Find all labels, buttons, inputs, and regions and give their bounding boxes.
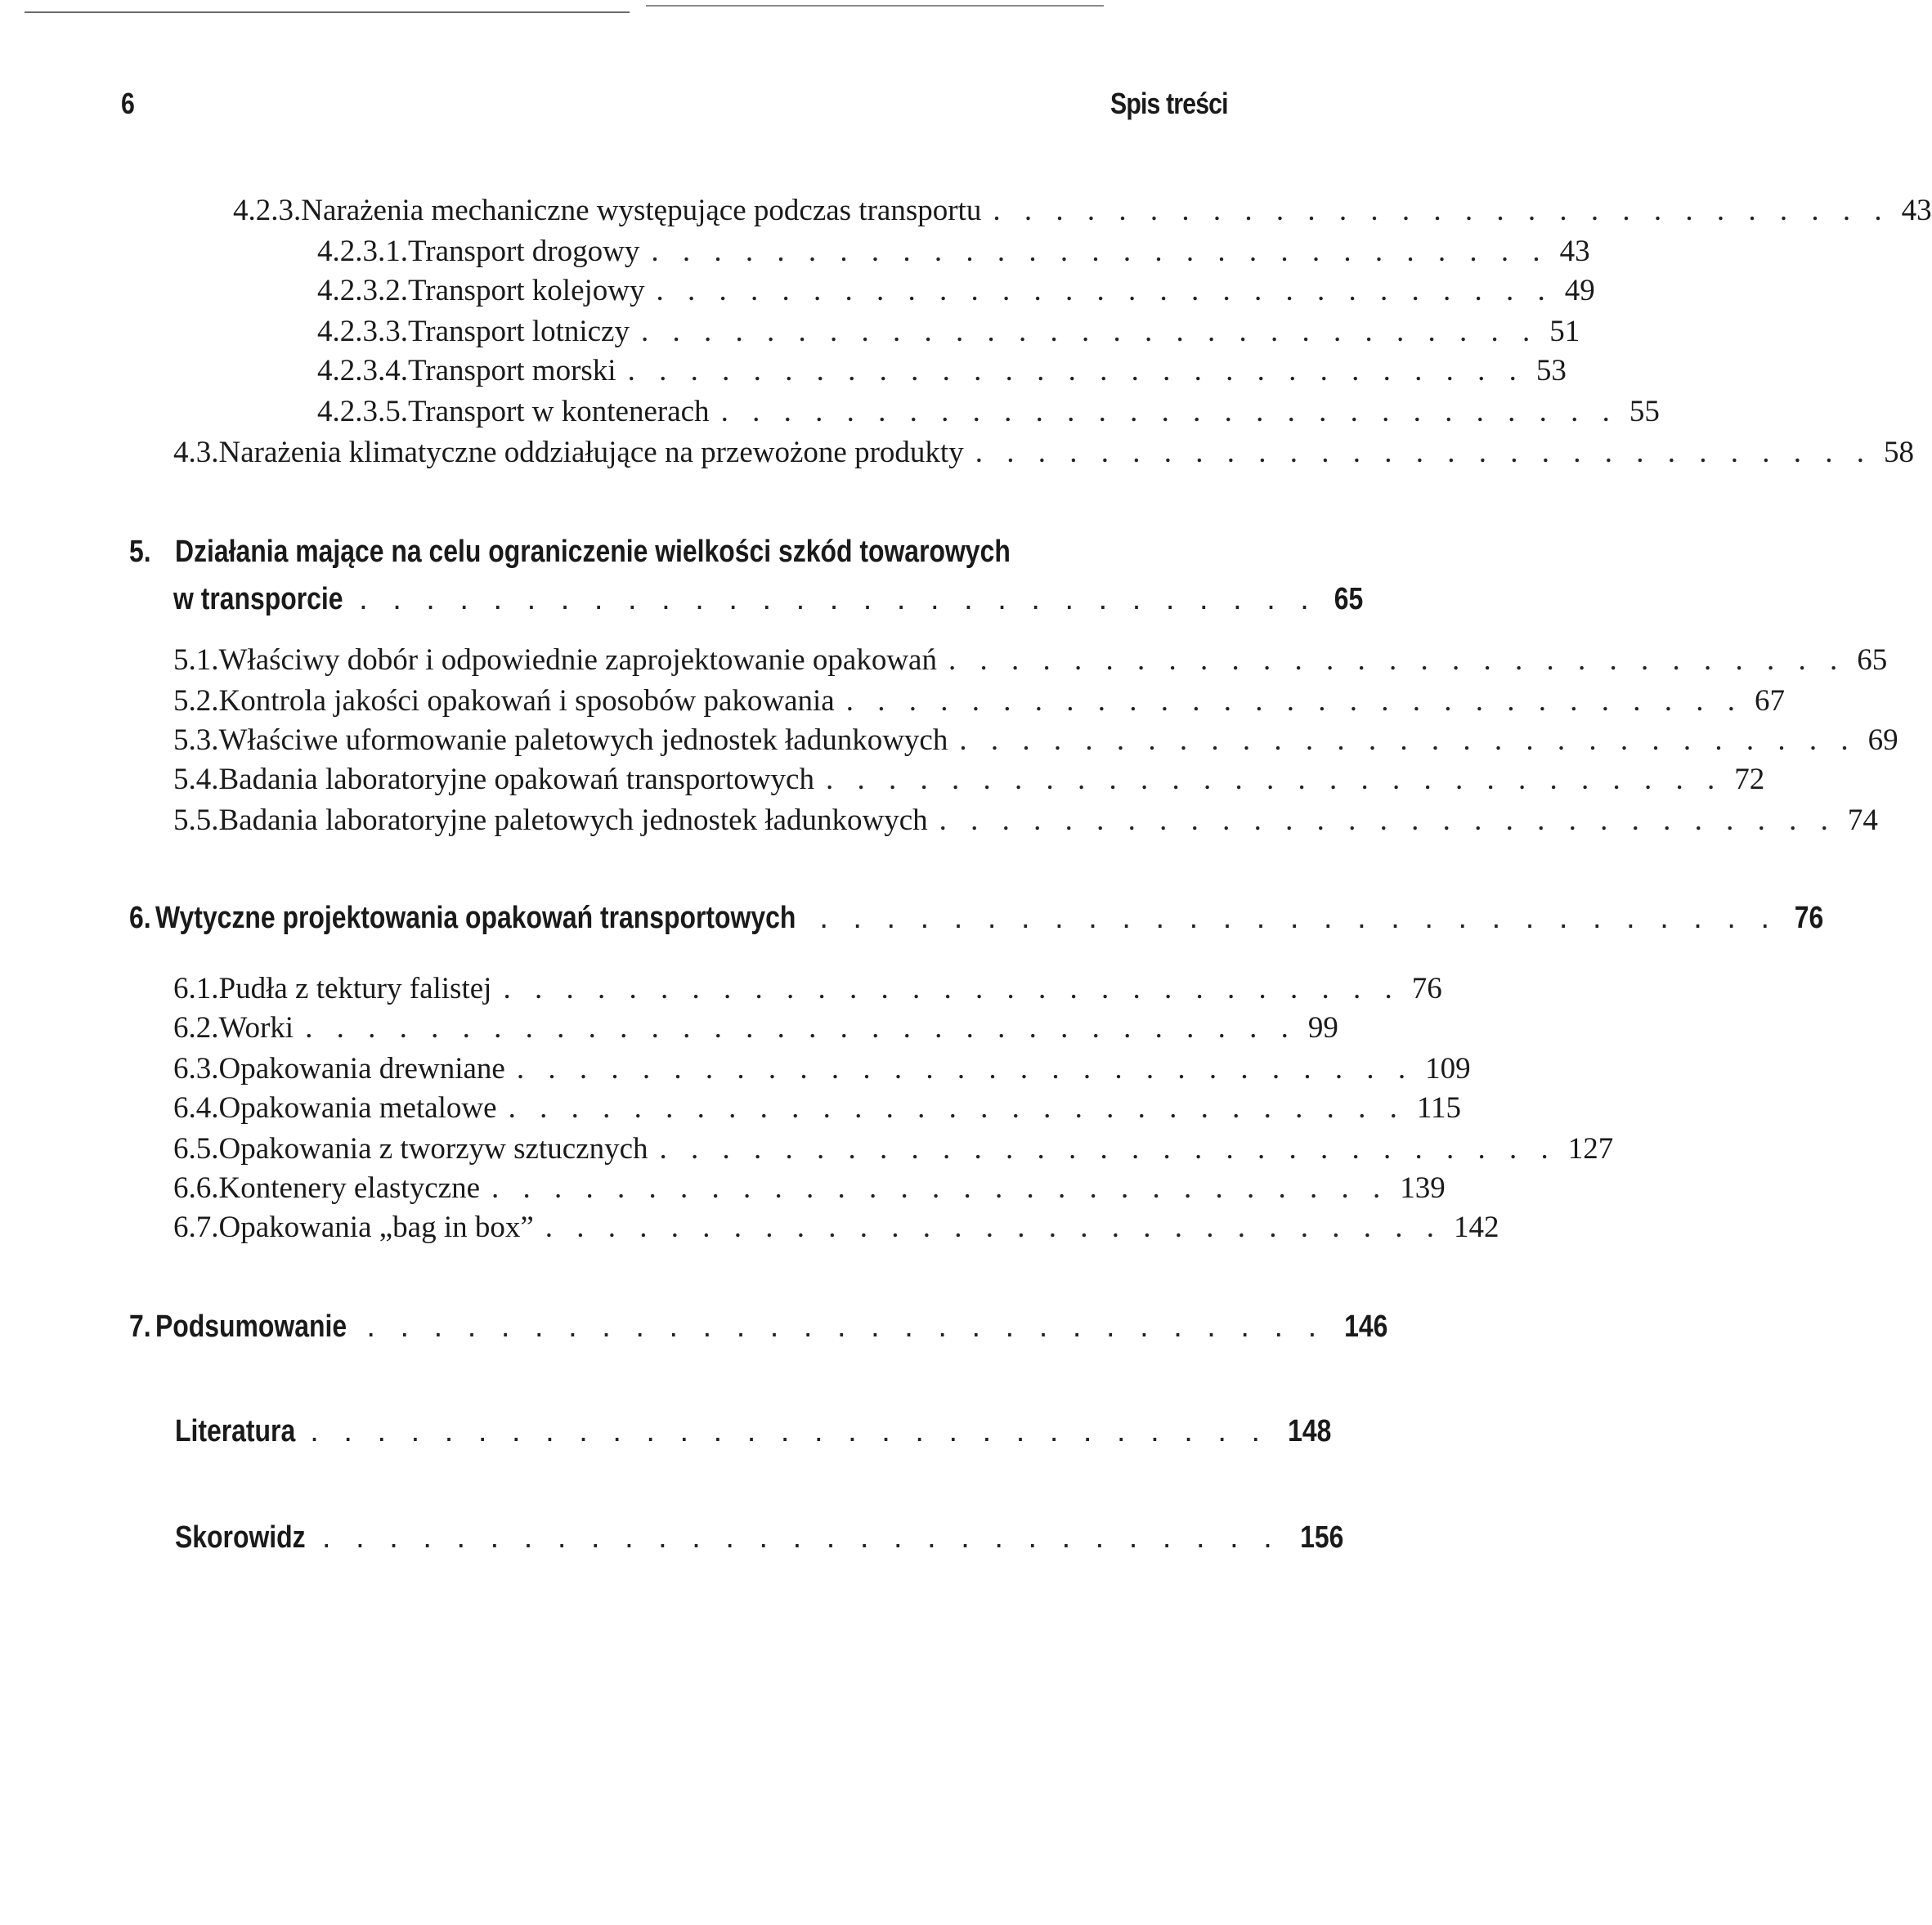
leader-dots: . . . . . . . . . . . . . . . . . . . . . . . . . . . . . xyxy=(825,763,1724,796)
chapter-6-heading[interactable] xyxy=(129,901,1824,936)
entry-title: Opakowania „bag in box” xyxy=(218,1211,534,1244)
toc-entry-6-1[interactable] xyxy=(173,971,1442,1006)
chapter-5-heading-line2[interactable] xyxy=(173,582,1364,617)
entry-title: Właściwy dobór i odpowiednie zaprojektowanie opakowań xyxy=(218,643,937,677)
entry-title: Kontrola jakości opakowań i sposobów pakowania xyxy=(218,684,835,718)
toc-entry-6-2[interactable] xyxy=(173,1010,1338,1045)
toc-entry-4-2-3-2[interactable] xyxy=(317,273,1595,308)
literatura-heading[interactable] xyxy=(175,1414,1332,1449)
entry-number: 6.4. xyxy=(173,1091,219,1125)
entry-title: Narażenia klimatyczne oddziałujące na przewożone produkty xyxy=(218,436,964,469)
entry-number: 6.2. xyxy=(173,1011,219,1045)
entry-page: 109 xyxy=(1425,1052,1471,1086)
section-title: Skorowidz xyxy=(175,1520,306,1555)
leader-dots: . . . . . . . . . . . . . . . . . . . . . . . . . . . . . xyxy=(545,1211,1443,1244)
entry-title: Badania laboratoryjne opakowań transportowych xyxy=(218,763,814,796)
entry-title: Transport kolejowy xyxy=(408,274,645,307)
entry-title: Worki xyxy=(218,1011,294,1045)
leader-dots: . . . . . . . . . . . . . . . . . . . . . . . . . . . . . xyxy=(939,804,1836,837)
entry-number: 5.5. xyxy=(173,804,219,837)
leader-dots: . . . . . . . . . . . . . . . . . . . . . . . . . . . . . xyxy=(366,1309,1325,1344)
toc-entry-5-5[interactable] xyxy=(173,803,1878,838)
toc-entry-4-3[interactable] xyxy=(173,435,1914,470)
entry-number: 4.3. xyxy=(173,436,219,469)
entry-title: Opakowania drewniane xyxy=(218,1052,505,1086)
entry-number: 4.2.3.5. xyxy=(317,395,408,428)
chapter-page-text: 146 xyxy=(1344,1309,1388,1344)
chapter-page xyxy=(1789,901,1823,936)
entry-page: 53 xyxy=(1535,354,1567,387)
entry-number: 5.2. xyxy=(173,684,219,718)
leader-dots: . . . . . . . . . . . . . . . . . . . . . . . . . . . . . xyxy=(656,274,1553,307)
toc-entry-5-1[interactable] xyxy=(173,642,1888,678)
entry-number: 4.2.3.4. xyxy=(317,354,408,387)
entry-number: 6.5. xyxy=(173,1132,219,1166)
leader-dots: . . . . . . . . . . . . . . . . . . . . . . . . . . . . . . . . xyxy=(305,1011,1297,1045)
leader-dots: . . . . . . . . . . . . . . . . . . . . . . . . . . . . . xyxy=(627,354,1525,387)
chapter-title-continued xyxy=(173,582,375,617)
entry-page: 55 xyxy=(1629,395,1660,428)
entry-number: 5.1. xyxy=(173,643,219,677)
chapter-5-heading-line1[interactable] xyxy=(129,535,1169,570)
entry-page: 127 xyxy=(1567,1132,1614,1166)
skorowidz-heading[interactable] xyxy=(175,1520,1344,1556)
entry-page: 139 xyxy=(1400,1171,1446,1205)
toc-entry-5-4[interactable] xyxy=(173,762,1765,797)
leader-dots: . . . . . . . . . . . . . . . . . . . . . . . . . . . . . xyxy=(651,235,1549,268)
leader-dots: . . . . . . . . . . . . . . . . . . . . . . . . . . . . . xyxy=(975,436,1872,469)
chapter-page xyxy=(1336,1309,1387,1345)
entry-number: 4.2.3.1. xyxy=(317,235,408,268)
section-title: Literatura xyxy=(175,1414,296,1448)
entry-page: 69 xyxy=(1867,723,1898,757)
entry-number: 6.6. xyxy=(173,1171,219,1205)
section-page-text: 156 xyxy=(1299,1520,1344,1555)
entry-number: 6.1. xyxy=(173,972,219,1005)
top-scan-rule xyxy=(646,5,1104,7)
leader-dots: . . . . . . . . . . . . . . . . . . . . . . . . . . . . . xyxy=(993,194,1890,227)
entry-number: 4.2.3.2. xyxy=(317,274,408,307)
section-page xyxy=(1280,1414,1331,1449)
entry-title: Badania laboratoryjne paletowych jednostek ładunkowych xyxy=(218,804,928,837)
chapter-title: Wytyczne projektowania opakowań transportowych xyxy=(155,901,796,935)
entry-page: 51 xyxy=(1549,315,1580,348)
entry-page: 43 xyxy=(1559,235,1590,268)
entry-page: 99 xyxy=(1307,1011,1338,1045)
chapter-number: 5. xyxy=(129,535,151,569)
entry-number: 6.7. xyxy=(173,1211,219,1244)
leader-dots: . . . . . . . . . . . . . . . . . . . . . . . . . . . . . xyxy=(359,582,1317,616)
entry-title: Transport w kontenerach xyxy=(408,395,710,428)
entry-page: 58 xyxy=(1883,436,1914,469)
leader-dots: . . . . . . . . . . . . . . . . . . . . . . . . . . . . . xyxy=(819,901,1778,935)
toc-entry-4-2-3-1[interactable] xyxy=(317,234,1590,269)
entry-number: 5.3. xyxy=(173,723,219,757)
running-title: Spis treści xyxy=(1110,87,1228,120)
leader-dots: . . . . . . . . . . . . . . . . . . . . . . . . . . . . . xyxy=(845,684,1743,718)
entry-page: 72 xyxy=(1734,763,1765,796)
leader-dots: . . . . . . . . . . . . . . . . . . . . . . . . . . . . . xyxy=(516,1052,1414,1086)
toc-entry-6-3[interactable] xyxy=(173,1051,1471,1086)
entry-title: Pudła z tektury falistej xyxy=(218,972,492,1005)
entry-number: 5.4. xyxy=(173,763,219,796)
chapter-title: Działania mające na celu ograniczenie wielkości szkód towarowych xyxy=(175,535,1011,569)
entry-title: Transport lotniczy xyxy=(408,315,630,348)
leader-dots: . . . . . . . . . . . . . . . . . . . . . . . . . . . . . xyxy=(959,723,1857,757)
entry-number: 4.2.3. xyxy=(233,194,302,227)
toc-entry-5-3[interactable] xyxy=(173,723,1898,758)
entry-title: Opakowania z tworzyw sztucznych xyxy=(218,1132,648,1166)
entry-page: 115 xyxy=(1416,1091,1461,1125)
leader-dots: . . . . . . . . . . . . . . . . . . . . . . . . . . . . . xyxy=(310,1414,1269,1448)
toc-entry-4-2-3-4[interactable] xyxy=(317,353,1567,388)
leader-dots: . . . . . . . . . . . . . . . . . . . . . . . . . . . . . xyxy=(640,315,1539,348)
leader-dots: . . . . . . . . . . . . . . . . . . . . . . . . . . . . . xyxy=(508,1091,1405,1125)
entry-title: Transport morski xyxy=(408,354,616,387)
toc-entry-6-5[interactable] xyxy=(173,1131,1614,1166)
entry-page: 49 xyxy=(1564,274,1595,307)
leader-dots: . . . . . . . . . . . . . . . . . . . . . . . . . . . . . xyxy=(659,1132,1557,1166)
entry-page: 142 xyxy=(1454,1211,1499,1244)
leader-dots: . . . . . . . . . . . . . . . . . . . . . . . . . . . . . xyxy=(491,1171,1389,1205)
toc-entry-5-2[interactable] xyxy=(173,683,1785,719)
entry-title: Opakowania metalowe xyxy=(218,1091,497,1125)
top-scan-rule xyxy=(25,11,630,13)
leader-dots: . . . . . . . . . . . . . . . . . . . . . . . . . . . . . xyxy=(503,972,1401,1005)
chapter-page xyxy=(1329,582,1363,617)
leader-dots: . . . . . . . . . . . . . . . . . . . . . . . . . . . . . xyxy=(948,643,1846,677)
toc-entry-6-4[interactable] xyxy=(173,1090,1461,1126)
toc-entry-6-6[interactable] xyxy=(173,1171,1446,1206)
leader-dots: . . . . . . . . . . . . . . . . . . . . . . . . . . . . . xyxy=(720,395,1618,428)
entry-page: 67 xyxy=(1754,684,1785,718)
entry-page: 65 xyxy=(1857,643,1888,677)
entry-number: 4.2.3.3. xyxy=(317,315,408,348)
section-page xyxy=(1292,1520,1343,1556)
entry-number: 6.3. xyxy=(173,1052,219,1086)
entry-title: Transport drogowy xyxy=(408,235,640,268)
chapter-title: Podsumowanie xyxy=(155,1309,347,1344)
toc-entry-6-7[interactable] xyxy=(173,1210,1499,1245)
chapter-page-text: 65 xyxy=(1334,582,1364,616)
leader-dots: . . . . . . . . . . . . . . . . . . . . . . . . . . . . . xyxy=(322,1520,1280,1555)
chapter-number: 6. xyxy=(129,901,151,935)
toc-entry-4-2-3[interactable] xyxy=(233,193,1932,228)
entry-page: 43 xyxy=(1901,194,1932,227)
entry-page: 76 xyxy=(1411,972,1442,1005)
entry-page: 74 xyxy=(1847,804,1878,837)
entry-title: Kontenery elastyczne xyxy=(218,1171,480,1205)
toc-entry-4-2-3-3[interactable] xyxy=(317,314,1580,349)
page-number: 6 xyxy=(121,87,134,120)
entry-title: Właściwe uformowanie paletowych jednostek ładunkowych xyxy=(218,723,948,757)
chapter-page-text: 76 xyxy=(1794,901,1824,935)
chapter-7-heading[interactable] xyxy=(129,1309,1388,1345)
toc-entry-4-2-3-5[interactable] xyxy=(317,394,1660,429)
section-page-text: 148 xyxy=(1288,1414,1332,1448)
chapter-title-continued-text: w transporcie xyxy=(173,582,343,616)
chapter-number: 7. xyxy=(129,1309,151,1344)
entry-title: Narażenia mechaniczne występujące podczas transportu xyxy=(301,194,982,227)
